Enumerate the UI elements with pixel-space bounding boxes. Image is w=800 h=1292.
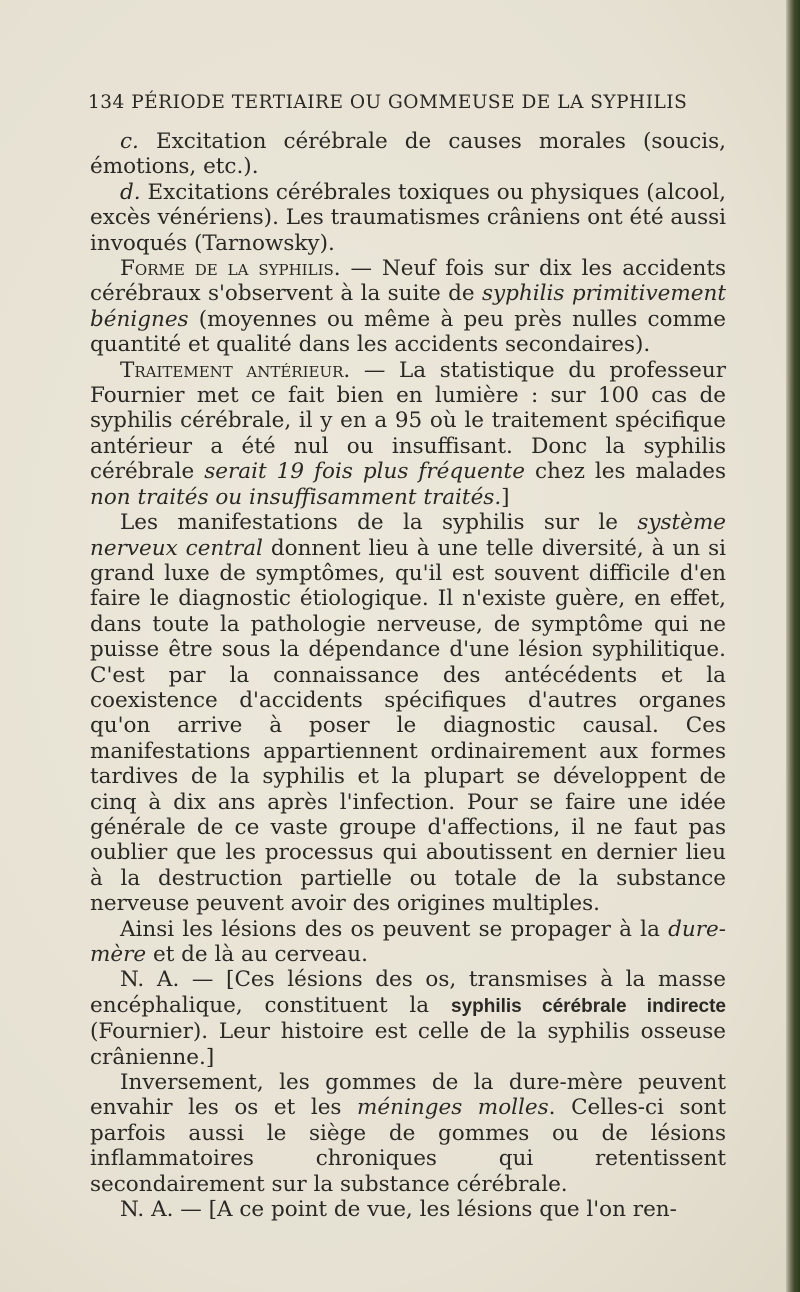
paragraph-forme: Forme de la syphilis. — Neuf fois sur dix les accidents cérébraux s'observent à la suite de syphilis primitivement bénignes (moyennes ou même à peu près nulles comme quantité et qualité dans les accidents secondaires). [90, 256, 726, 358]
paragraph-inversement: Inversement, les gommes de la dure-mère peuvent envahir les os et les méninges molles. Celles-ci sont parfois aussi le siège de gommes ou de lésions inflammatoires chroniques qui retentissent secondairement sur la substance cérébrale. [90, 1070, 726, 1197]
page-number: 134 [88, 92, 125, 113]
paragraph-note-1: N. A. — [Ces lésions des os, transmises à la masse encéphalique, constituent la syphilis cérébrale indirecte (Fournier). Leur histoire est celle de la syphilis osseuse crânienne.] [90, 967, 726, 1070]
running-header [88, 92, 688, 113]
section-heading: Traitement antérieur. [120, 357, 351, 383]
paragraph-c: c. Excitation cérébrale de causes morales (soucis, émotions, etc.). [90, 129, 726, 180]
page-body [90, 129, 726, 1222]
running-title: PÉRIODE TERTIAIRE OU GOMMEUSE DE LA SYPHILIS [131, 92, 688, 113]
paragraph-traitement: Traitement antérieur. — La statistique du professeur Fournier met ce fait bien en lumière : sur 100 cas de syphilis cérébrale, il y en a 95 où le traitement spécifique antérieur a été nul ou insuffisant. Donc la syphilis cérébrale serait 19 fois plus fréquente chez les malades non traités ou insuffisamment traités.] [90, 357, 726, 510]
page-binding-edge [786, 0, 800, 1292]
paragraph-note-2: N. A. — [A ce point de vue, les lésions que l'on ren- [120, 1197, 677, 1223]
paragraph-manifestations: Les manifestations de la syphilis sur le système nerveux central donnent lieu à une telle diversité, à un si grand luxe de symptômes, qu'il est souvent difficile d'en faire le diagnostic étiologique. Il n'existe guère, en effet, dans toute la pathologie nerveuse, de symptôme qui ne puisse être sous la dépendance d'une lésion syphilitique. C'est par la connaissance des antécédents et la coexistence d'accidents spécifiques d'autres organes qu'on arrive à poser le diagnostic causal. Ces manifestations appartiennent ordinairement aux formes tardives de la syphilis et la plupart se développent de cinq à dix ans après l'infection. Pour se faire une idée générale de ce vaste groupe d'affections, il ne faut pas oublier que les processus qui aboutissent en dernier lieu à la destruction partielle ou totale de la substance nerveuse peuvent avoir des origines multiples. [90, 510, 726, 917]
section-heading: Forme de la syphilis. [120, 256, 341, 282]
paragraph-d: d. Excitations cérébrales toxiques ou physiques (alcool, excès vénériens). Les traumatismes crâniens ont été aussi invoqués (Tarnowsky). [90, 179, 727, 256]
paragraph-lesions-os: Ainsi les lésions des os peuvent se propager à la dure-mère et de là au cerveau. [90, 916, 726, 967]
